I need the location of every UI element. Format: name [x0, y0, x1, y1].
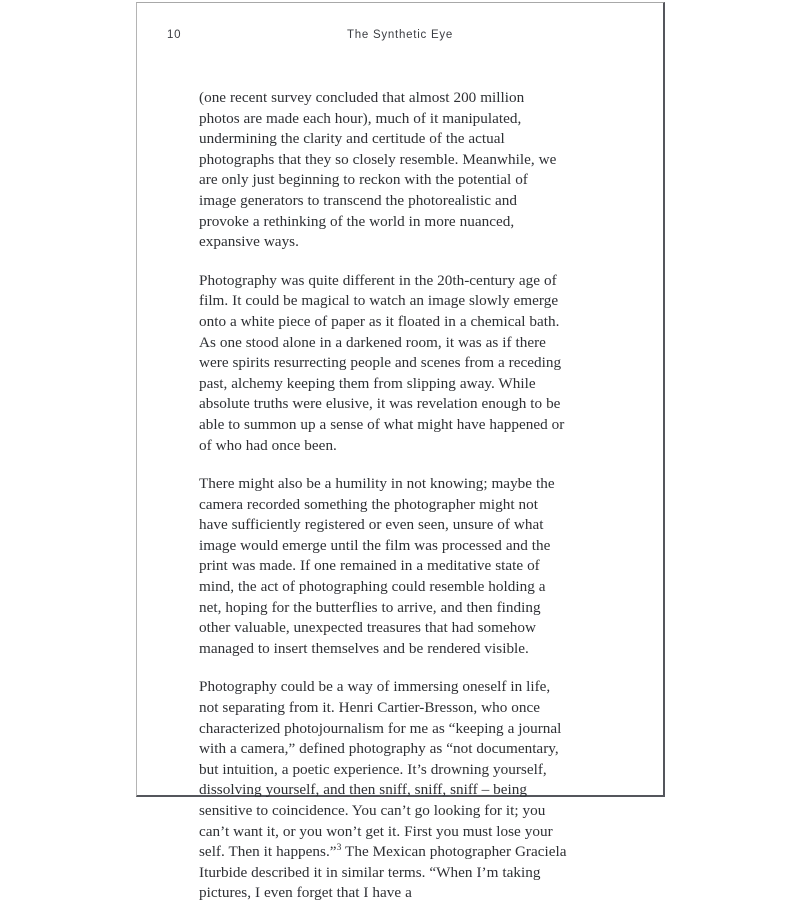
paragraph — [199, 677, 567, 904]
page-number: 10 — [167, 29, 182, 41]
running-title: The Synthetic Eye — [346, 29, 454, 41]
book-page — [136, 2, 665, 902]
paragraph-text-continued: The Mexican photographer Graciela Iturbide described it in similar terms. “When I’m taking pictures, I even forget that I have a — [199, 843, 567, 902]
footnote-reference: 3 — [336, 842, 342, 854]
paragraph: (one recent survey concluded that almost 200 million photos are made each hour), much of it manipulated, undermining the clarity and certitude of the actual photographs that they so closely resemble. Meanwhile, we are only just beginning to reckon with the potential of image generators to transcend the photorealistic and provoke a rethinking of the world in more nuanced, expansive ways. — [199, 89, 557, 251]
paragraph: There might also be a humility in not knowing; maybe the camera recorded something the photographer might not have sufficiently registered or even seen, unsure of what image would emerge until the film was processed and the print was made. If one remained in a meditative state of mind, the act of photographing could resemble holding a net, hoping for the butterflies to arrive, and then finding other valuable, unexpected treasures that had somehow managed to insert themselves and be rendered visible. — [199, 475, 555, 657]
paragraph-text: Photography could be a way of immersing oneself in life, not separating from it. Henri Cartier-Bresson, who once characterized photojournalism for me as “keeping a journal with a camera,” defined photography as “not documentary, but intuition, a poetic experience. It’s drowning yourself, dissolving yourself, and then sniff, sniff, sniff – being sensitive to coincidence. You can’t go looking for it; you can’t want it, or you won’t get it. First you must lose your self. Then it happens.” — [199, 678, 562, 861]
paragraph: Photography was quite different in the 20th-century age of film. It could be magical to watch an image slowly emerge onto a white piece of paper as it floated in a chemical bath. As one stood alone in a darkened room, it was as if there were spirits resurrecting people and scenes from a receding past, alchemy keeping them from slipping away. While absolute truths were elusive, it was revelation enough to be able to summon up a sense of what might have happened or of who had once been. — [199, 271, 565, 454]
body-text-block — [199, 88, 567, 904]
running-head — [137, 29, 663, 49]
